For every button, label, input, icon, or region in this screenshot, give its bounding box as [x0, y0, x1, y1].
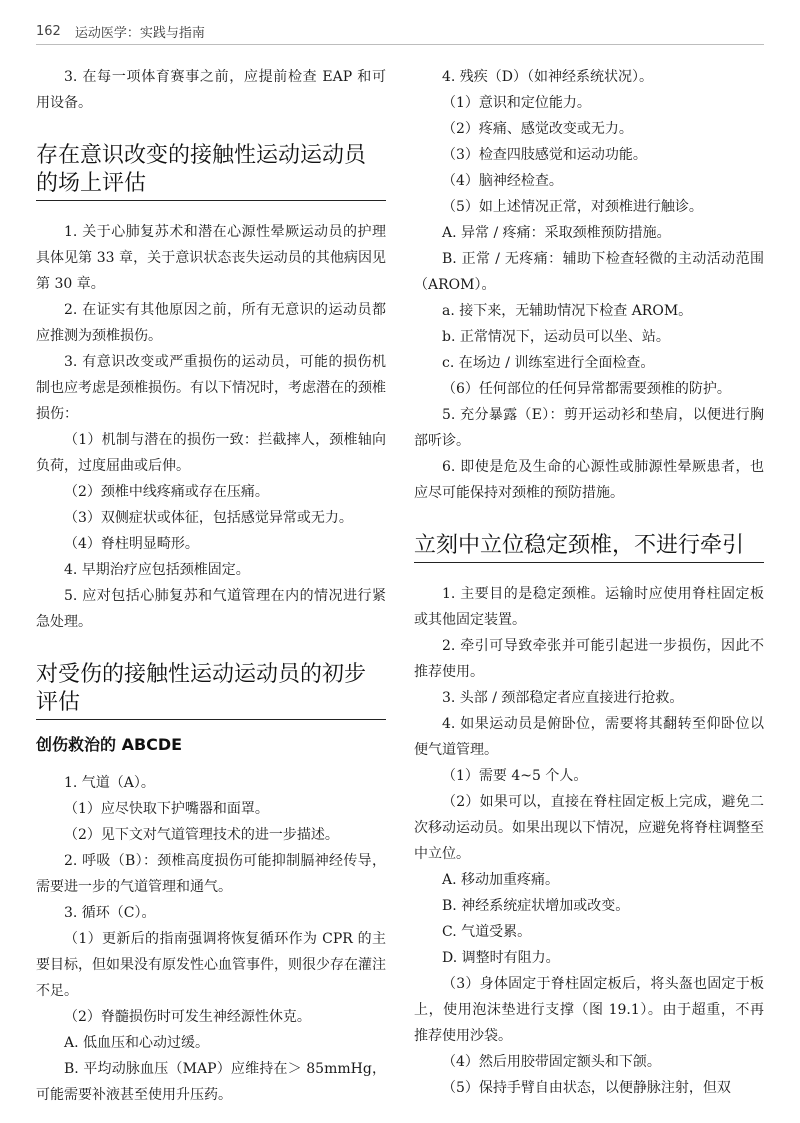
paragraph: 3. 头部 / 颈部稳定者应直接进行抢救。: [442, 690, 684, 706]
paragraph: 3. 循环（C）。: [64, 905, 156, 921]
paragraph: 1. 关于心肺复苏术和潜在心源性晕厥运动员的护理具体见第 33 章，关于意识状态丧失运动员的其他病因见第 30 章。: [36, 224, 386, 292]
paragraph: D. 调整时有阻力。: [442, 950, 560, 966]
paragraph: 1. 主要目的是稳定颈椎。运输时应使用脊柱固定板或其他固定装置。: [414, 586, 764, 628]
paragraph: （2）疼痛、感觉改变或无力。: [442, 121, 633, 137]
paragraph: B. 正常 / 无疼痛：辅助下检查轻微的主动活动范围（AROM）。: [414, 251, 764, 293]
page-number: 162: [36, 23, 61, 39]
paragraph: 3. 在每一项体育赛事之前，应提前检查 EAP 和可用设备。: [36, 69, 386, 111]
paragraph: B. 平均动脉血压（MAP）应维持在＞ 85mmHg，可能需要补液甚至使用升压药。: [36, 1061, 386, 1103]
paragraph: C. 气道受累。: [442, 924, 532, 940]
paragraph: （2）脊髓损伤时可发生神经源性休克。: [64, 1009, 311, 1025]
right-column: [414, 64, 764, 1113]
paragraph: （1）意识和定位能力。: [442, 95, 591, 111]
paragraph: a. 接下来，无辅助情况下检查 AROM。: [442, 303, 693, 319]
paragraph: （1）机制与潜在的损伤一致：拦截摔人，颈椎轴向负荷，过度屈曲或后伸。: [36, 432, 386, 474]
left-column: [36, 64, 386, 1113]
section-heading: 立刻中立位稳定颈椎，不进行牵引: [414, 532, 764, 563]
paragraph: 5. 充分暴露（E）：剪开运动衫和垫肩，以便进行胸部听诊。: [414, 407, 764, 449]
paragraph: （3）检查四肢感觉和运动功能。: [442, 147, 647, 163]
paragraph: （4）脑神经检查。: [442, 173, 563, 189]
paragraph: （5）如上述情况正常，对颈椎进行触诊。: [442, 199, 703, 215]
paragraph: 5. 应对包括心肺复苏和气道管理在内的情况进行紧急处理。: [36, 588, 386, 630]
paragraph: 2. 呼吸（B）：颈椎高度损伤可能抑制膈神经传导，需要进一步的气道管理和通气。: [36, 853, 386, 895]
paragraph: （2）颈椎中线疼痛或存在压痛。: [64, 484, 269, 500]
paragraph: B. 神经系统症状增加或改变。: [442, 898, 630, 914]
paragraph: 2. 牵引可导致牵张并可能引起进一步损伤，因此不推荐使用。: [414, 638, 764, 680]
paragraph: （2）见下文对气道管理技术的进一步描述。: [64, 827, 339, 843]
paragraph: 4. 如果运动员是俯卧位，需要将其翻转至仰卧位以便气道管理。: [414, 716, 764, 758]
paragraph: （1）需要 4~5 个人。: [442, 768, 588, 784]
paragraph: 4. 残疾（D）（如神经系统状况）。: [442, 69, 654, 85]
paragraph: 6. 即使是危及生命的心源性或肺源性晕厥患者，也应尽可能保持对颈椎的预防措施。: [414, 459, 764, 501]
paragraph: c. 在场边 / 训练室进行全面检查。: [442, 355, 655, 371]
book-title: 运动医学：实践与指南: [74, 25, 205, 41]
paragraph: 1. 气道（A）。: [64, 775, 155, 791]
paragraph: 3. 有意识改变或严重损伤的运动员，可能的损伤机制也应考虑是颈椎损伤。有以下情况时，考虑潜在的颈椎损伤：: [36, 354, 386, 422]
paragraph: （1）更新后的指南强调将恢复循环作为 CPR 的主要目标，但如果没有原发性心血管事件，则很少存在灌注不足。: [36, 931, 386, 999]
paragraph: （3）双侧症状或体征，包括感觉异常或无力。: [64, 510, 353, 526]
paragraph: b. 正常情况下，运动员可以坐、站。: [442, 329, 670, 345]
paragraph: （1）应尽快取下护嘴器和面罩。: [64, 801, 269, 817]
paragraph: （4）脊柱明显畸形。: [64, 536, 199, 552]
paragraph: 2. 在证实有其他原因之前，所有无意识的运动员都应推测为颈椎损伤。: [36, 302, 386, 344]
paragraph: （3）身体固定于脊柱固定板后，将头盔也固定于板上，使用泡沫垫进行支撑（图 19.1）。由于超重，不再推荐使用沙袋。: [414, 976, 764, 1044]
running-header: [36, 18, 764, 45]
paragraph: 4. 早期治疗应包括颈椎固定。: [64, 562, 250, 578]
paragraph: A. 移动加重疼痛。: [442, 872, 560, 888]
subsection-heading: 创伤救治的 ABCDE: [36, 735, 183, 754]
paragraph: （4）然后用胶带固定额头和下颌。: [442, 1054, 661, 1070]
section-heading: 存在意识改变的接触性运动运动员的场上评估: [36, 142, 386, 201]
paragraph: （2）如果可以，直接在脊柱固定板上完成，避免二次移动运动员。如果出现以下情况，应避免将脊柱调整至中立位。: [414, 794, 764, 862]
section-heading: 对受伤的接触性运动运动员的初步评估: [36, 661, 386, 720]
paragraph: A. 低血压和心动过缓。: [64, 1035, 210, 1051]
paragraph: A. 异常 / 疼痛：采取颈椎预防措施。: [442, 225, 671, 241]
paragraph: （5）保持手臂自由状态，以便静脉注射，但双: [442, 1080, 731, 1096]
paragraph: （6）任何部位的任何异常都需要颈椎的防护。: [442, 381, 731, 397]
